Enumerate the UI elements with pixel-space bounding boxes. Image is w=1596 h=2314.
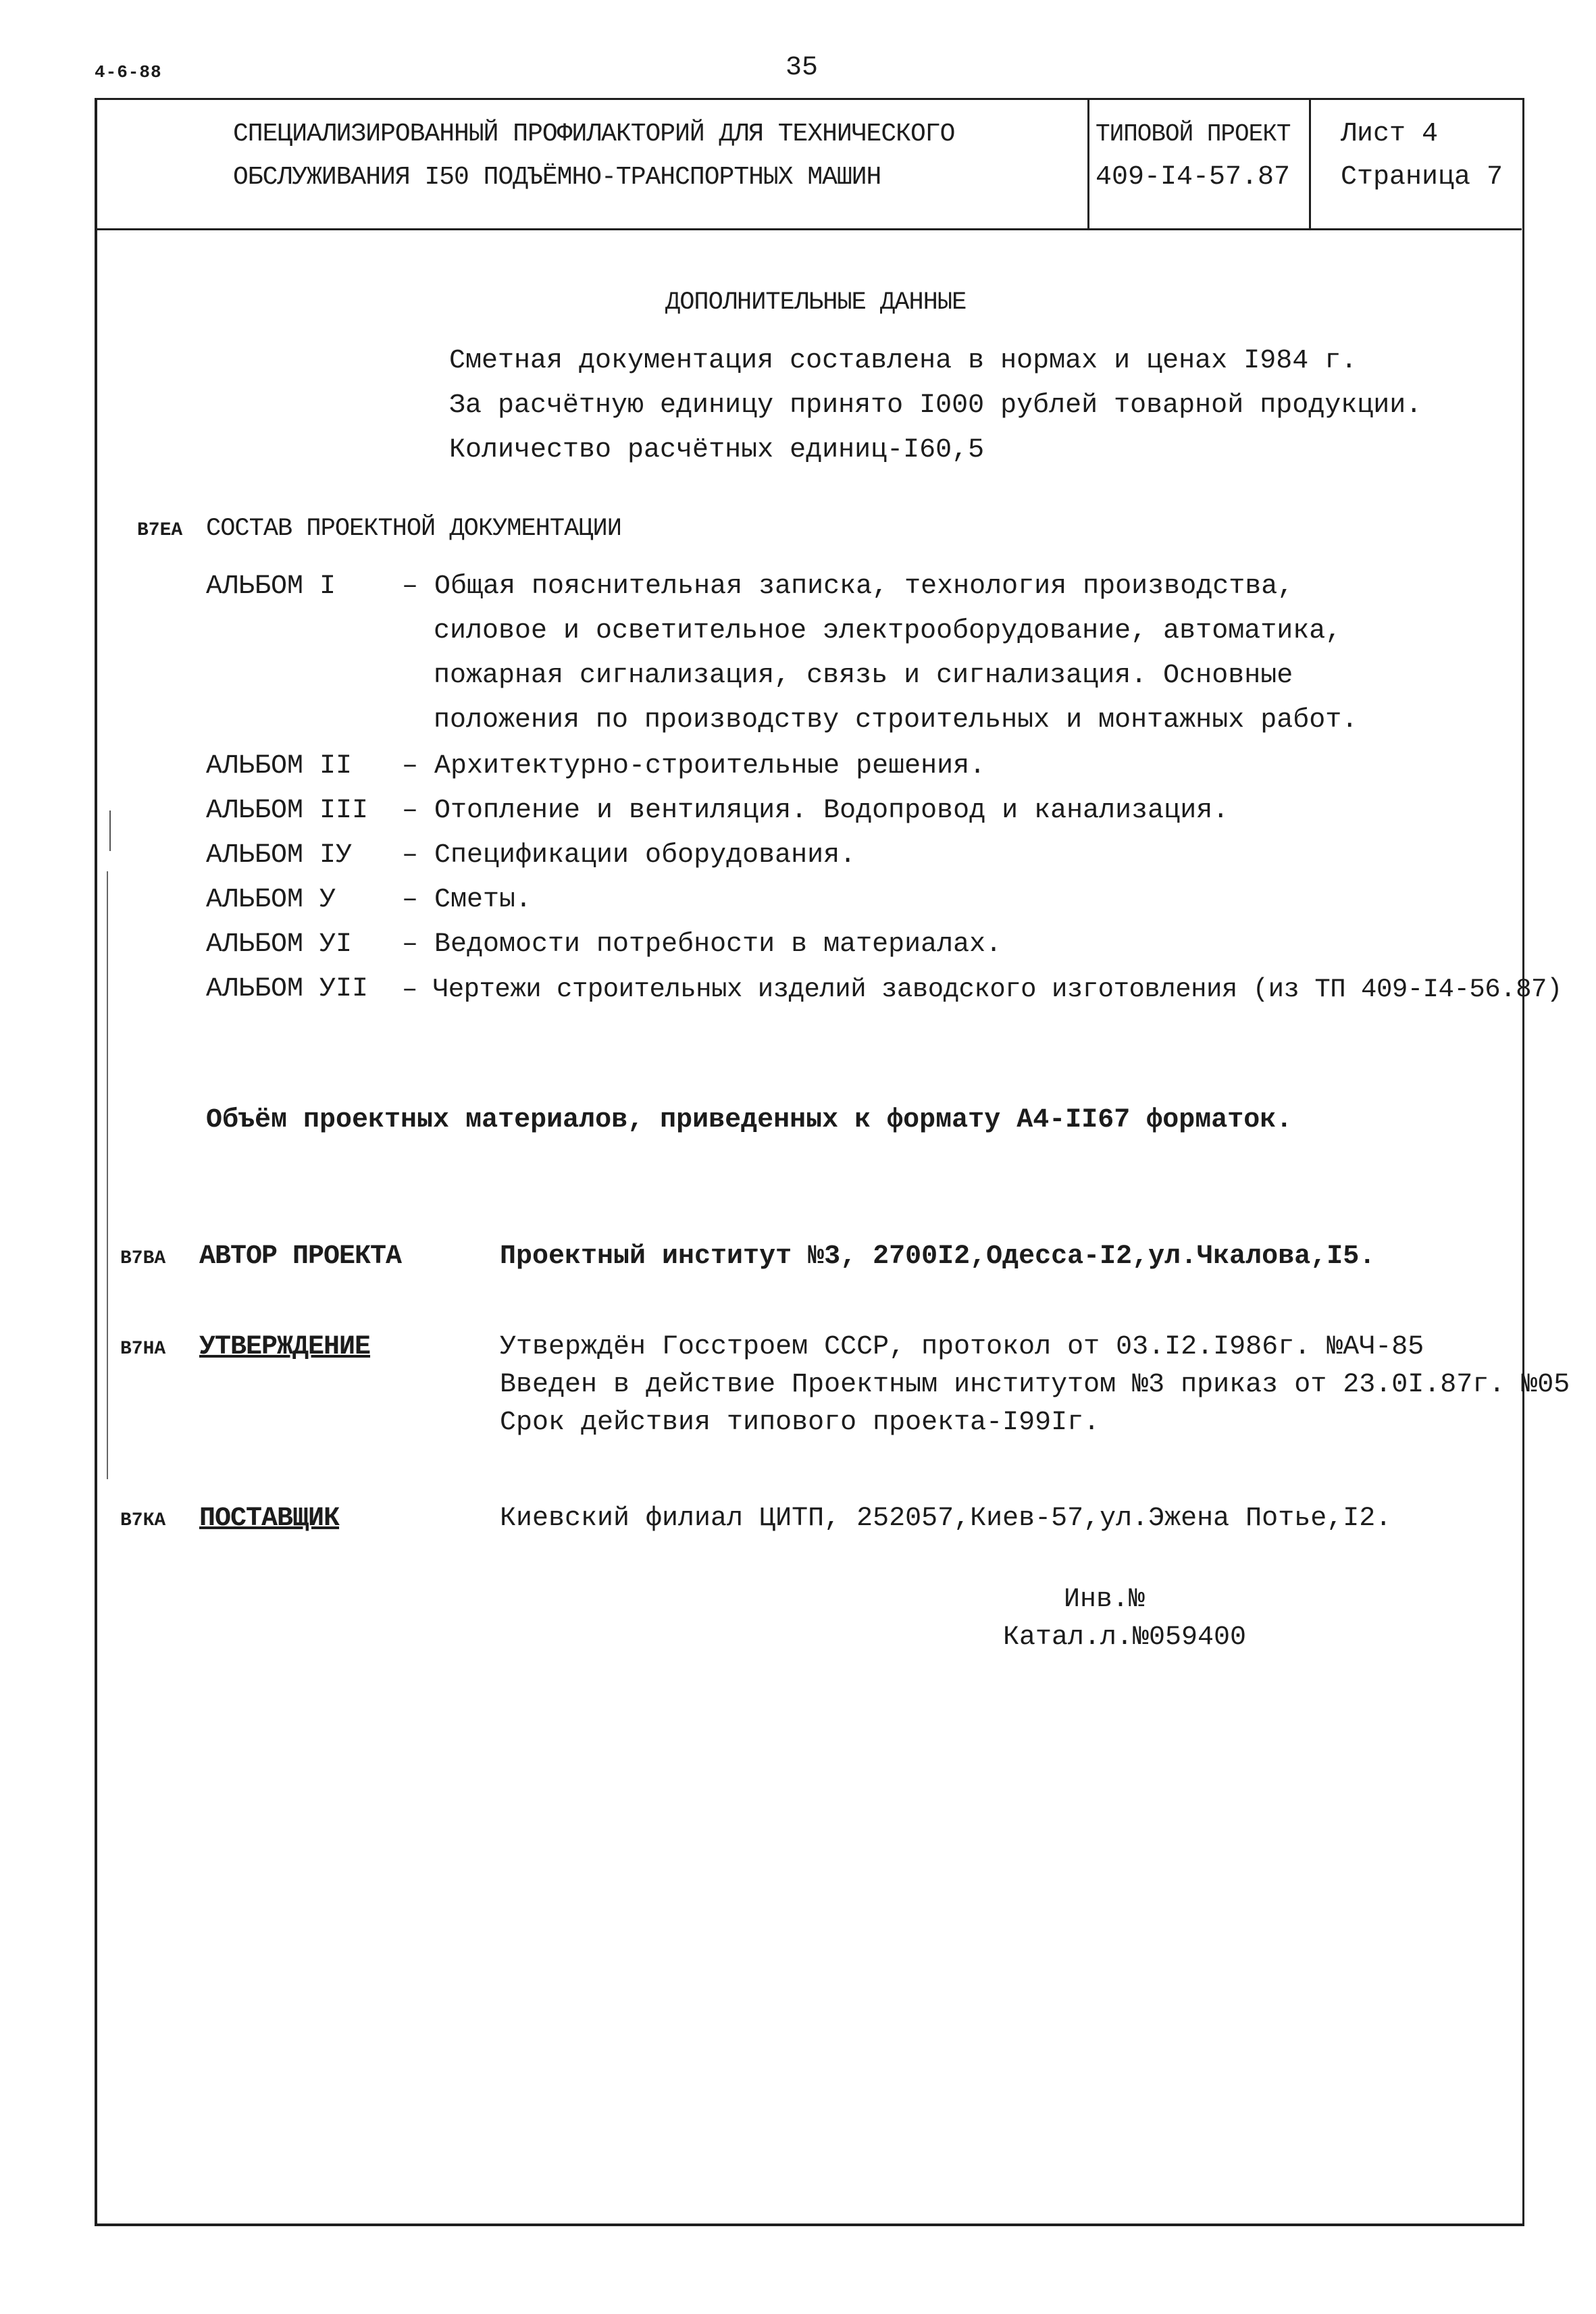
title-block-separator-2 <box>1309 98 1311 230</box>
approval-line1: Утверждён Госстроем СССР, протокол от 03.I2.I986г. №АЧ-85 <box>500 1332 1424 1362</box>
album-name: АЛЬБОМ УI <box>206 929 353 960</box>
inventory-number: Инв.№ <box>1064 1585 1145 1615</box>
page-label: Страница 7 <box>1341 162 1503 192</box>
page-number: 35 <box>786 53 819 83</box>
album-line: положения по производству строительных и монтажных работ. <box>434 705 1358 736</box>
album-name: АЛЬБОМ III <box>206 796 369 826</box>
supplier-text: Киевский филиал ЦИТП, 252057,Киев-57,ул.Эжена Потье,I2. <box>500 1503 1392 1534</box>
project-label: ТИПОВОЙ ПРОЕКТ <box>1096 120 1291 148</box>
album-line: – Спецификации оборудования. <box>402 840 856 871</box>
author-text: Проектный институт №3, 2700I2,Одесса-I2,ул.Чкалова,I5. <box>500 1241 1376 1272</box>
album-line: – Ведомости потребности в материалах. <box>402 929 1002 960</box>
album-name: АЛЬБОМ II <box>206 751 353 781</box>
album-line: – Отопление и вентиляция. Водопровод и канализация. <box>402 796 1229 826</box>
document-title-line2: ОБСЛУЖИВАНИЯ I50 ПОДЪЁМНО-ТРАНСПОРТНЫХ МАШИН <box>233 163 881 192</box>
composition-code: В7ЕА <box>137 520 183 541</box>
approval-line3: Срок действия типового проекта-I99Iг. <box>500 1408 1100 1438</box>
margin-mark <box>107 871 108 1479</box>
author-label: АВТОР ПРОЕКТА <box>199 1241 402 1272</box>
approval-code: В7НА <box>120 1339 166 1360</box>
album-name: АЛЬБОМ I <box>206 571 336 602</box>
composition-heading: СОСТАВ ПРОЕКТНОЙ ДОКУМЕНТАЦИИ <box>206 515 621 543</box>
supplier-label: ПОСТАВЩИК <box>199 1503 340 1534</box>
sheet-label: Лист 4 <box>1341 119 1439 149</box>
additional-data-heading: ДОПОЛНИТЕЛЬНЫЕ ДАННЫЕ <box>665 288 967 317</box>
album-line: – Общая пояснительная записка, технология производства, <box>402 571 1294 602</box>
approval-line2: Введен в действие Проектным институтом №3 приказ от 23.0I.87г. №05 <box>500 1370 1570 1400</box>
album-line: пожарная сигнализация, связь и сигнализация. Основные <box>434 661 1293 691</box>
volume-note: Объём проектных материалов, приведенных к формату А4-II67 форматок. <box>206 1105 1293 1135</box>
catalog-sheet-number: Катал.л.№059400 <box>1003 1622 1247 1653</box>
album-line: – Архитектурно-строительные решения. <box>402 751 986 781</box>
album-line: – Чертежи строительных изделий заводского изготовления (из ТП 409-I4-56.87) <box>402 975 1562 1004</box>
album-line: силовое и осветительное электрооборудование, автоматика, <box>434 616 1342 646</box>
album-name: АЛЬБОМ УII <box>206 974 369 1004</box>
title-block-separator-1 <box>1087 98 1089 230</box>
approval-label: УТВЕРЖДЕНИЕ <box>199 1332 371 1362</box>
additional-data-line2: За расчётную единицу принято I000 рублей товарной продукции. <box>449 390 1422 421</box>
document-title-line1: СПЕЦИАЛИЗИРОВАННЫЙ ПРОФИЛАКТОРИЙ ДЛЯ ТЕХНИЧЕСКОГО <box>233 120 955 149</box>
project-number: 409-I4-57.87 <box>1096 162 1291 192</box>
additional-data-line1: Сметная документация составлена в нормах и ценах I984 г. <box>449 346 1358 376</box>
album-name: АЛЬБОМ IУ <box>206 840 353 871</box>
sheet-code: 4-6-88 <box>95 62 162 82</box>
album-line: – Сметы. <box>402 885 532 915</box>
margin-mark <box>109 811 111 851</box>
title-block-divider <box>95 228 1522 230</box>
album-name: АЛЬБОМ У <box>206 885 336 915</box>
author-code: В7ВА <box>120 1248 166 1269</box>
supplier-code: В7КА <box>120 1510 166 1531</box>
additional-data-line3: Количество расчётных единиц-I60,5 <box>449 435 985 465</box>
